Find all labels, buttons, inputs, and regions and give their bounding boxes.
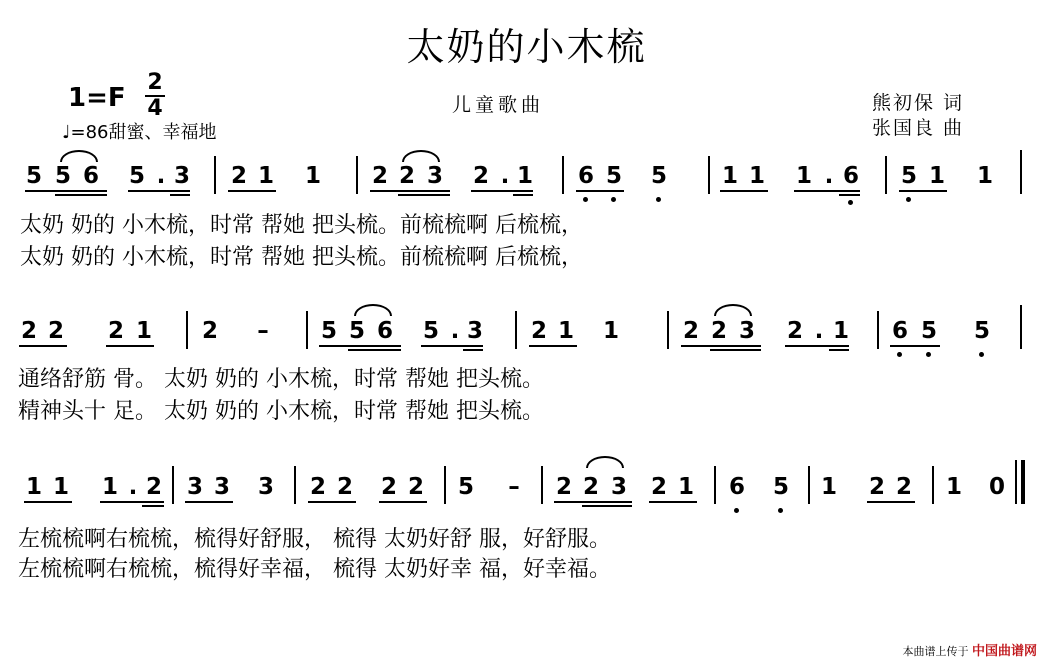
footer-brand: 中国曲谱网 — [971, 644, 1037, 659]
key-signature: 1=F — [68, 83, 126, 113]
page-title: 太奶的小木梳 — [406, 25, 647, 69]
row2-lyric2-text: 精神头十 足。 太奶 奶的 小木梳，时常 帮她 把头梳。 — [18, 399, 544, 424]
lyricist-credit: 熊初保 词 — [872, 92, 965, 114]
time-signature — [145, 72, 165, 120]
time-bottom: 4 — [147, 96, 163, 121]
row3-lyric2-text: 左梳梳啊右梳梳，梳得好幸福， 梳得 太奶好幸 福，好幸福。 — [18, 557, 611, 582]
time-top: 2 — [147, 70, 163, 95]
composer-credit: 张国良 曲 — [872, 117, 965, 139]
row1-lyric2-text: 太奶 奶的 小木梳，时常 帮她 把头梳。前梳梳啊 后梳梳， — [20, 245, 583, 270]
genre-label: 儿童歌曲 — [452, 94, 545, 116]
row2-lyric1-text: 通络舒筋 骨。 太奶 奶的 小木梳，时常 帮她 把头梳。 — [18, 367, 544, 392]
row1-lyric1-text: 太奶 奶的 小木梳，时常 帮她 把头梳。前梳梳啊 后梳梳， — [20, 213, 583, 238]
footer-text: 本曲谱上传于 — [902, 645, 969, 658]
footer-watermark — [902, 640, 1037, 659]
tempo-marking: ♩=86甜蜜、幸福地 — [62, 122, 217, 143]
row3-lyric1-text: 左梳梳啊右梳梳，梳得好舒服， 梳得 太奶好舒 服，好舒服。 — [18, 527, 611, 552]
